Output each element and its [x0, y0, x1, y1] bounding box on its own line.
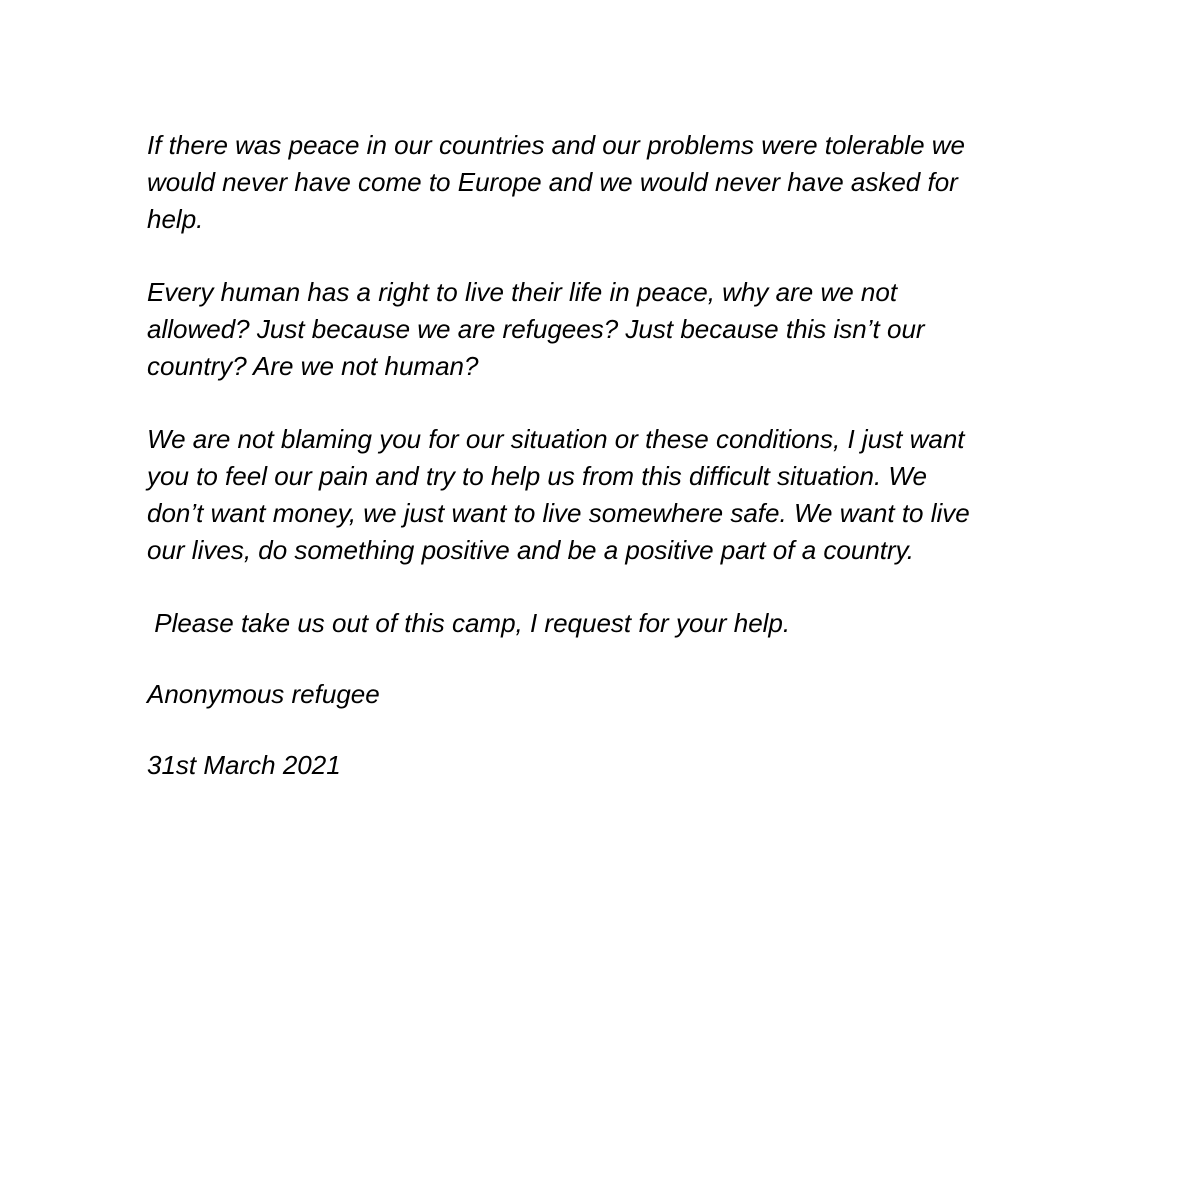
text-line: don’t want money, we just want to live somewhere safe. We want to live — [147, 498, 970, 528]
text-line: you to feel our pain and try to help us from this difficult situation. We — [147, 461, 927, 491]
paragraph-spacer — [147, 569, 1067, 605]
text-line: If there was peace in our countries and our problems were tolerable we — [147, 130, 965, 160]
text-line: We are not blaming you for our situation or these conditions, I just want — [147, 424, 965, 454]
text-line: Please take us out of this camp, I request for your help. — [147, 608, 791, 638]
date-text: 31st March 2021 — [147, 750, 341, 780]
text-line: our lives, do something positive and be a positive part of a country. — [147, 535, 914, 565]
text-line: would never have come to Europe and we would never have asked for — [147, 167, 958, 197]
paragraph-spacer — [147, 642, 1067, 676]
paragraph-spacer — [147, 713, 1067, 747]
letter-body — [147, 127, 1067, 784]
text-line: help. — [147, 204, 204, 234]
letter-date — [147, 747, 1067, 784]
signature — [147, 676, 1067, 713]
paragraph-request — [147, 605, 1067, 642]
paragraph-peace — [147, 127, 1067, 238]
text-line: allowed? Just because we are refugees? Just because this isn’t our — [147, 314, 925, 344]
paragraph-spacer — [147, 385, 1067, 421]
paragraph-rights — [147, 274, 1067, 385]
paragraph-plea — [147, 421, 1067, 569]
signature-text: Anonymous refugee — [147, 679, 380, 709]
paragraph-spacer — [147, 238, 1067, 274]
text-line: Every human has a right to live their life in peace, why are we not — [147, 277, 898, 307]
text-line: country? Are we not human? — [147, 351, 479, 381]
